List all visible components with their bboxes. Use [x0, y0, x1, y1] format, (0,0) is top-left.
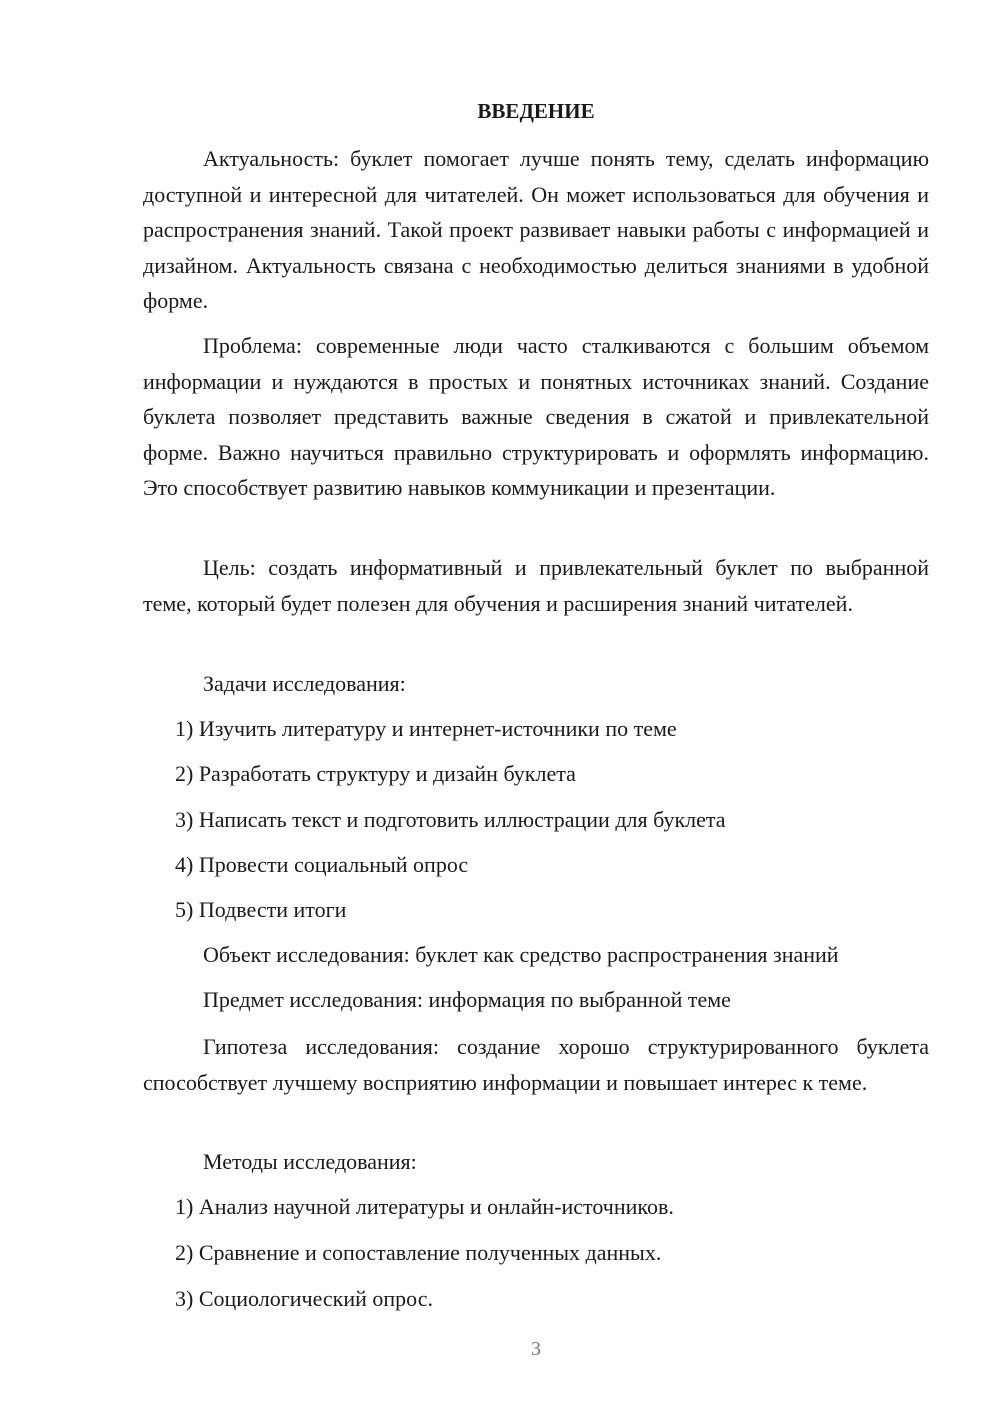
- methods-heading: Методы исследования:: [203, 1149, 417, 1174]
- object-line: Объект исследования: буклет как средство распространения знаний: [203, 942, 839, 967]
- hypothesis-paragraph: Гипотеза исследования: создание хорошо структурированного буклета способствует лучшему восприятию информации и повышает интерес к теме.: [143, 1034, 929, 1095]
- task-item: 4) Провести социальный опрос: [175, 852, 469, 877]
- task-item: 1) Изучить литературу и интернет-источники по теме: [175, 716, 677, 741]
- tasks-heading: Задачи исследования:: [203, 671, 406, 696]
- method-item: 3) Социологический опрос.: [175, 1286, 433, 1311]
- task-item: 3) Написать текст и подготовить иллюстрации для буклета: [175, 807, 726, 832]
- task-item: 2) Разработать структуру и дизайн буклета: [175, 761, 576, 786]
- relevance-paragraph: Актуальность: буклет помогает лучше понять тему, сделать информацию доступной и интересной для читателей. Он может использоваться для обучения и распространения знаний. Такой проект развивает навыки работы с информацией и дизайном. Актуальность связана с необходимостью делиться знаниями в удобной форме.: [143, 146, 929, 313]
- problem-paragraph: Проблема: современные люди часто сталкиваются с большим объемом информации и нуждаются в простых и понятных источниках знаний. Создание буклета позволяет представить важные сведения в сжатой и привлекательной форме. Важно научиться правильно структурировать и оформлять информацию. Это способствует развитию навыков коммуникации и презентации.: [143, 333, 929, 500]
- subject-line: Предмет исследования: информация по выбранной теме: [203, 987, 731, 1012]
- goal-paragraph: Цель: создать информативный и привлекательный буклет по выбранной теме, который будет полезен для обучения и расширения знаний читателей.: [143, 555, 929, 616]
- page-number: 3: [531, 1338, 541, 1360]
- method-item: 1) Анализ научной литературы и онлайн-источников.: [175, 1194, 674, 1219]
- method-item: 2) Сравнение и сопоставление полученных данных.: [175, 1240, 662, 1265]
- page-title: ВВЕДЕНИЕ: [477, 99, 595, 123]
- task-item: 5) Подвести итоги: [175, 897, 347, 922]
